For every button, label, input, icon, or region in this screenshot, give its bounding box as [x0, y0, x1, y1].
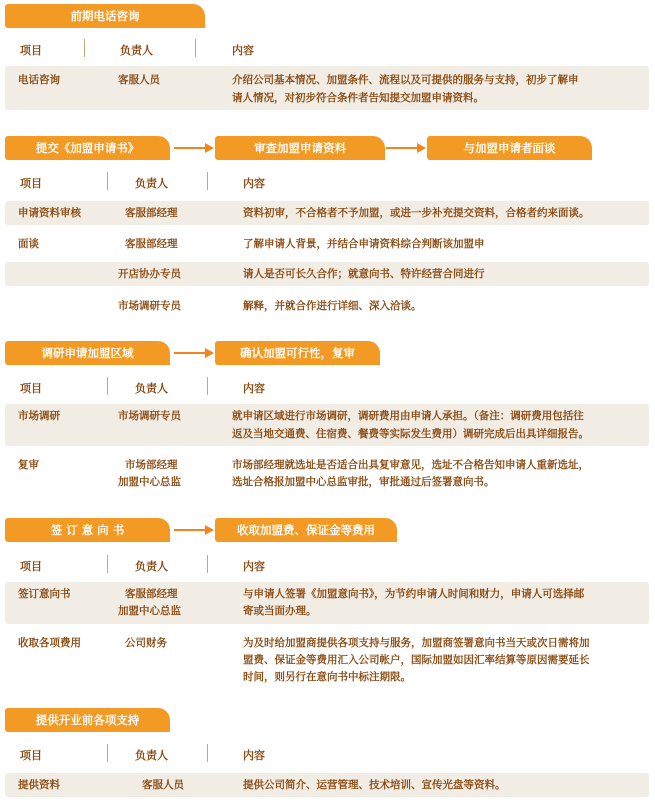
row-owner: 公司财务 — [125, 637, 167, 649]
row-content-line: 资料初审，不合格者不予加盟，或进一步补充提交资料，合格者约来面谈。 — [243, 207, 590, 219]
column-separator — [107, 555, 108, 573]
column-header-owner: 负责人 — [135, 560, 168, 573]
row-content-line: 请人是否可长久合作；就意向书、特许经营合同进行 — [243, 268, 485, 280]
column-header-content: 内容 — [232, 44, 254, 57]
step-title-research-region: 调研申请加盟区域 — [5, 341, 170, 365]
row-owner: 加盟中心总监 — [118, 605, 181, 617]
column-separator — [107, 744, 108, 762]
row-owner: 开店协办专员 — [118, 268, 181, 280]
step-title-collect-fees: 收取加盟费、保证金等费用 — [215, 518, 397, 542]
column-header-content: 内容 — [243, 560, 265, 573]
column-header-item: 项目 — [20, 44, 42, 57]
row-content-line: 选址合格报加盟中心总监审批，审批通过后签署意向书。 — [232, 476, 495, 488]
flow-arrow-icon — [174, 348, 214, 358]
row-content-line: 为及时给加盟商提供各项支持与服务，加盟商签署意向书当天或次日需将加 — [243, 637, 590, 649]
row-owner: 市场部经理 — [125, 459, 178, 471]
step-title-review-materials: 审查加盟申请资料 — [215, 136, 385, 160]
column-separator — [207, 377, 208, 395]
row-item: 市场调研 — [18, 410, 60, 422]
column-separator — [107, 377, 108, 395]
flow-arrow-icon — [174, 525, 214, 535]
row-item: 面谈 — [18, 238, 39, 250]
row-item: 申请资料审核 — [18, 207, 81, 219]
row-content-line: 提供公司简介、运营管理、技术培训、宣传光盘等资料。 — [243, 779, 506, 791]
row-content-line: 时间，则另行在意向书中标注期限。 — [243, 671, 411, 683]
row-content-line: 了解申请人背景，并结合申请资料综合判断该加盟申 — [243, 238, 485, 250]
column-header-owner: 负责人 — [135, 382, 168, 395]
column-header-item: 项目 — [20, 177, 42, 190]
column-header-owner: 负责人 — [135, 177, 168, 190]
column-header-owner: 负责人 — [135, 749, 168, 762]
row-item: 电话咨询 — [18, 74, 60, 86]
row-owner: 客服人员 — [118, 74, 160, 86]
step-title-submit-application: 提交《加盟申请书》 — [5, 136, 170, 160]
row-content-line: 市场部经理就选址是否适合出具复审意见，选址不合格告知申请人重新选址， — [232, 459, 589, 471]
column-header-item: 项目 — [20, 749, 42, 762]
column-separator — [84, 39, 85, 57]
row-item: 复审 — [18, 459, 39, 471]
row-content-line: 介绍公司基本情况、加盟条件、流程以及可提供的服务与支持，初步了解申 — [232, 74, 579, 86]
row-content-line: 与申请人签署《加盟意向书》，为节约申请人时间和财力，申请人可选择邮 — [243, 588, 585, 600]
step-title-pre-opening-support: 提供开业前各项支持 — [5, 708, 170, 732]
column-separator — [207, 555, 208, 573]
row-owner: 客服人员 — [142, 779, 184, 791]
column-header-content: 内容 — [243, 177, 265, 190]
row-item: 提供资料 — [18, 779, 60, 791]
row-content-line: 请人情况，对初步符合条件者告知提交加盟申请资料。 — [232, 92, 484, 104]
step-title-sign-intent: 签 订 意 向 书 — [5, 518, 170, 542]
row-owner: 市场调研专员 — [118, 300, 181, 312]
row-owner: 客服部经理 — [125, 238, 178, 250]
step-title-interview: 与加盟申请者面谈 — [427, 136, 592, 160]
row-owner: 客服部经理 — [125, 207, 178, 219]
flow-arrow-icon — [386, 143, 426, 153]
step-title-confirm-feasibility: 确认加盟可行性，复审 — [215, 341, 380, 365]
row-content-line: 寄或当面办理。 — [243, 605, 317, 617]
column-separator — [107, 172, 108, 190]
row-content-line: 盟费、保证金等费用汇入公司帐户，国际加盟如因汇率结算等原因需要延长 — [243, 654, 590, 666]
column-separator — [195, 39, 196, 57]
column-separator — [207, 744, 208, 762]
row-owner: 客服部经理 — [125, 588, 178, 600]
row-owner: 市场调研专员 — [118, 410, 181, 422]
column-header-content: 内容 — [243, 749, 265, 762]
row-item: 收取各项费用 — [18, 637, 81, 649]
row-content-line: 解释，并就合作进行详细、深入洽谈。 — [243, 300, 422, 312]
row-content-line: 返及当地交通费、住宿费、餐费等实际发生费用）调研完成后出具详细报告。 — [232, 428, 589, 440]
column-header-item: 项目 — [20, 382, 42, 395]
flow-arrow-icon — [174, 143, 214, 153]
row-owner: 加盟中心总监 — [118, 476, 181, 488]
column-header-owner: 负责人 — [120, 44, 153, 57]
row-item: 签订意向书 — [18, 588, 71, 600]
step-title-phone-consult: 前期电话咨询 — [5, 4, 205, 28]
column-header-item: 项目 — [20, 560, 42, 573]
column-separator — [207, 172, 208, 190]
column-header-content: 内容 — [243, 382, 265, 395]
row-content-line: 就申请区域进行市场调研，调研费用由申请人承担。（备注：调研费用包括往 — [232, 410, 584, 422]
